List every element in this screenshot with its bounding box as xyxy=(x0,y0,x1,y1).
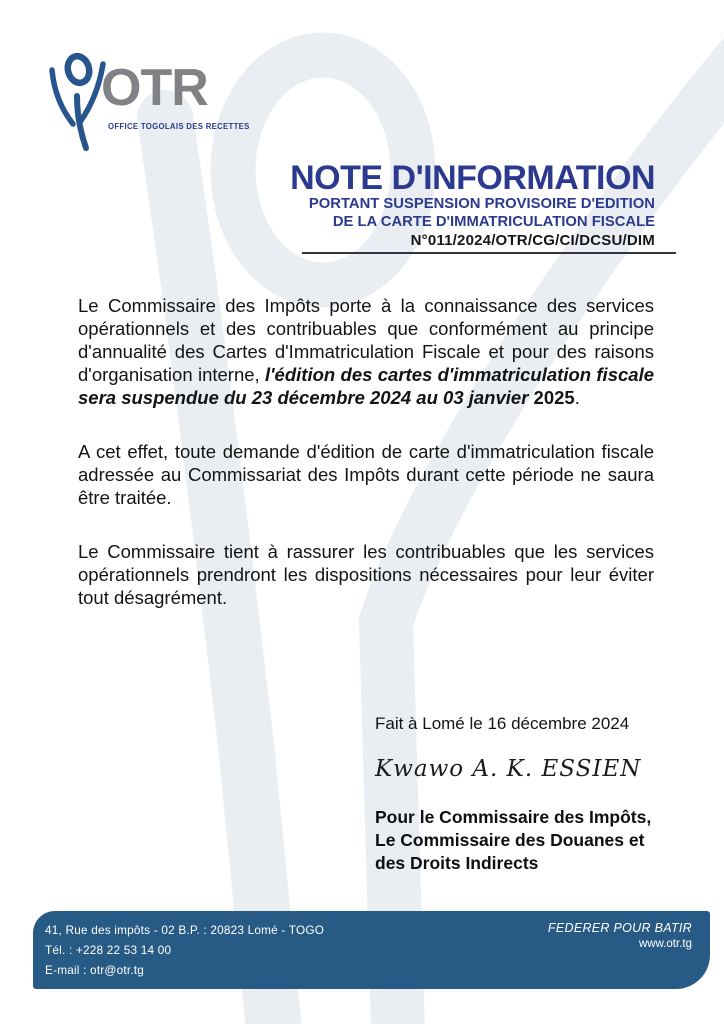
paragraph-3: Le Commissaire tient à rassurer les contribuables que les services opérationnels prendront les dispositions nécessaires pour leur éviter tout désagrément. xyxy=(78,541,654,608)
paragraph-1 xyxy=(78,294,654,409)
paragraph-2: A cet effet, toute demande d'édition de carte d'immatriculation fiscale adressée au Commissariat des Impôts durant cette période ne saura être traitée. xyxy=(78,441,654,508)
note-subtitle-line2: DE LA CARTE D'IMMATRICULATION FISCALE xyxy=(332,213,655,230)
p1-lead: Le Commissaire des Impôts porte à la connaissance des services opérationnels et des contribuables que conformément au principe d'annualité des Cartes d'Immatriculation Fiscale et pour des raisons d'organisation interne, xyxy=(78,295,654,385)
logo-subtitle: OFFICE TOGOLAIS DES RECETTES xyxy=(108,122,250,131)
footer-contact-block xyxy=(45,920,324,980)
place-date-line: Fait à Lomé le 16 décembre 2024 xyxy=(375,714,630,733)
title-underline-rule xyxy=(302,252,676,254)
note-title: NOTE D'INFORMATION xyxy=(290,159,655,197)
footer-slogan: FEDERER POUR BATIR xyxy=(547,921,692,935)
signatory-title-line3: des Droits Indirects xyxy=(375,853,539,873)
note-subtitle-line1: PORTANT SUSPENSION PROVISOIRE D'EDITION xyxy=(308,196,655,212)
p1-period: . xyxy=(574,387,580,408)
footer-bar xyxy=(33,911,710,989)
note-header xyxy=(290,161,655,249)
signatory-title xyxy=(375,806,651,875)
p1-year: 2025 xyxy=(533,387,575,408)
body-text xyxy=(78,294,654,640)
footer-brand-block xyxy=(548,921,692,950)
footer-website: www.otr.tg xyxy=(638,938,692,950)
handwritten-signature: Kwawo A. K. ESSIEN xyxy=(375,756,642,782)
signatory-title-line1: Pour le Commissaire des Impôts, xyxy=(375,807,652,827)
footer-phone: Tél. : +228 22 53 14 00 xyxy=(45,943,172,957)
note-reference: N°011/2024/OTR/CG/CI/DCSU/DIM xyxy=(410,232,655,249)
signatory-title-line2: Le Commissaire des Douanes et xyxy=(375,830,645,850)
footer-address: 41, Rue des impôts - 02 B.P. : 20823 Lomé - TOGO xyxy=(45,923,325,937)
logo-acronym: OTR xyxy=(101,59,208,117)
p1-emphasis: l'édition des cartes d'immatriculation fiscale sera suspendue du 23 décembre 2024 au 03 janvier xyxy=(78,364,654,408)
footer-email: E-mail : otr@otr.tg xyxy=(45,963,145,977)
signature-block xyxy=(375,714,651,875)
